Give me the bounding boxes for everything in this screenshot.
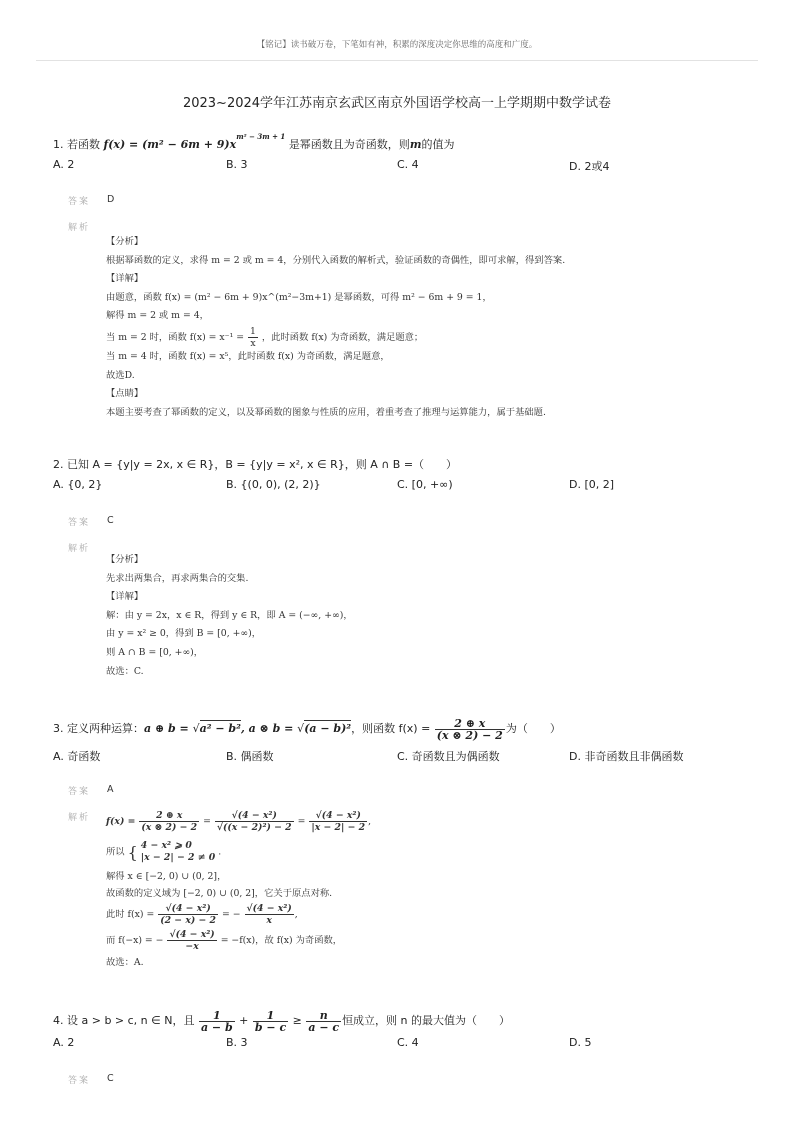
question-1-options — [53, 158, 753, 174]
header-divider — [36, 60, 758, 61]
q2-exp-line: 解：由 y = 2x，x ∈ R，得到 y ∈ R，即 A = (−∞, +∞)， — [106, 609, 353, 621]
q1-answer-label: 答案 — [68, 197, 91, 207]
q2-exp-line: 由 y = x² ≥ 0，得到 B = [0, +∞)， — [106, 628, 262, 640]
q2-option-c[interactable]: C. [0, +∞) — [397, 478, 453, 491]
q2-exp-line: 先求出两集合，再求两集合的交集. — [106, 572, 249, 584]
q3-exp-line: 解得 x ∈ [−2, 0) ∪ (0, 2]， — [106, 871, 227, 882]
q4-fraction-3: $\frac{n}{a - c}$ — [308, 1008, 340, 1034]
q1-suffix: 是幂函数且为奇函数，则 — [288, 138, 410, 151]
q3-option-b[interactable]: B. 偶函数 — [226, 750, 274, 763]
q1-fraction-1-over-x: $\frac{1}{x}$ — [250, 325, 256, 349]
q3-exp-line: 而 f(−x) = − $\frac{\text{√(4 − x²)}}{-x}$ = −f(x)，故 f(x) 为奇函数， — [106, 929, 343, 952]
q2-exp-line: 【详解】 — [106, 591, 144, 603]
q2-analysis-label: 解析 — [68, 544, 91, 554]
q2-exp-line: 则 A ∩ B = [0, +∞)， — [106, 646, 204, 658]
q1-end: 的值为 — [421, 138, 455, 151]
q2-option-a[interactable]: A. {0, 2} — [53, 478, 103, 491]
q2-explanation — [106, 551, 746, 681]
q2-answer-value: C — [107, 515, 114, 526]
q1-option-c[interactable]: C. 4 — [397, 158, 419, 171]
q1-exp-line: 由题意，函数 f(x) = (m² − 6m + 9)x^(m²−3m+1) 是幂函数，可得 m² − 6m + 9 = 1， — [106, 291, 492, 303]
q3-exp-line: f(x) = $\frac{2 \oplus x}{(x \otimes 2) - 2}$ = $\frac{\text{√(4 − x²)}}{\text{√((x − 2)²) − 2}}$ = $\frac{\text{√(4 − x²)}}{|x - 2| - 2}$ , — [106, 810, 372, 833]
q1-option-b[interactable]: B. 3 — [226, 158, 248, 171]
q1-formula: f(x) = (m² − 6m + 9)x — [103, 138, 237, 151]
q1-exp-line: 【详解】 — [106, 273, 144, 285]
q4-option-b[interactable]: B. 3 — [226, 1036, 248, 1049]
q1-exp-line: 当 m = 4 时，函数 f(x) = x⁵，此时函数 f(x) 为奇函数，满足题意， — [106, 350, 390, 362]
q3-analysis-label: 解析 — [68, 813, 91, 823]
question-2-stem: 2. 已知 A = {y|y = 2x, x ∈ R}，B = {y|y = x², x ∈ R}，则 A ∩ B =（ ） — [53, 458, 458, 471]
q4-option-d[interactable]: D. 5 — [569, 1036, 592, 1049]
q1-exp-line: 解得 m = 2 或 m = 4， — [106, 310, 209, 322]
question-4-stem: 4. 设 a > b > c, n ∈ N，且 $\frac{1}{a - b}$ + $\frac{1}{b - c}$ ≥ $\frac{n}{a - c}$ 恒成立，则 n 的最大值为（ ） — [53, 1008, 511, 1034]
q4-answer-value: C — [107, 1073, 114, 1084]
q3-exp-line: 故选：A. — [106, 957, 144, 968]
q3-exp-line: 故函数的定义域为 [−2, 0) ∪ (0, 2]，它关于原点对称. — [106, 888, 333, 899]
q1-answer-value: D — [107, 194, 115, 205]
q4-fraction-2: $\frac{1}{b - c}$ — [254, 1008, 287, 1034]
question-1-stem — [53, 132, 455, 152]
q4-answer-label: 答案 — [68, 1076, 91, 1086]
q1-exp-line: 【分析】 — [106, 236, 144, 247]
question-4-options — [53, 1036, 753, 1052]
page-title: 2023~2024学年江苏南京玄武区南京外国语学校高一上学期期中数学试卷 — [182, 96, 612, 111]
q3-function-fraction: $\frac{2 \oplus x}{(x \otimes 2) - 2}$ — [436, 716, 503, 742]
q4-option-a[interactable]: A. 2 — [53, 1036, 75, 1049]
q1-exp-line: 故选D. — [106, 369, 135, 381]
q1-option-a[interactable]: A. 2 — [53, 158, 75, 171]
header-motto: 【铭记】读书破万卷，下笔如有神，积累的深度决定你思维的高度和广度。 — [256, 40, 538, 50]
q3-answer-value: A — [107, 784, 114, 795]
q2-answer-label: 答案 — [68, 518, 91, 528]
q1-explanation — [106, 233, 746, 422]
q3-prefix: 3. 定义两种运算： — [53, 722, 144, 735]
q1-prefix: 1. 若函数 — [53, 138, 100, 151]
q2-exp-line: 【分析】 — [106, 554, 144, 565]
q1-exp-line: 根据幂函数的定义，求得 m = 2 或 m = 4，分别代入函数的解析式，验证函数的奇偶性，即可求解，得到答案. — [106, 254, 566, 266]
q3-option-a[interactable]: A. 奇函数 — [53, 750, 101, 763]
q1-exponent: m² − 3m + 1 — [236, 132, 286, 142]
q3-exp-line: 此时 f(x) = $\frac{\text{√(4 − x²)}}{(2 - x) - 2}$ = − $\frac{\text{√(4 − x²)}}{x}$ , — [106, 903, 298, 926]
q2-option-b[interactable]: B. {(0, 0), (2, 2)} — [226, 478, 321, 491]
q1-exp-line: 当 m = 2 时，函数 f(x) = x⁻¹ = $\frac{1}{x}$ ，此时函数 f(x) 为奇函数，满足题意； — [106, 325, 424, 349]
q2-option-d[interactable]: D. [0, 2] — [569, 478, 615, 491]
question-2-options — [53, 478, 753, 494]
question-3-options — [53, 748, 753, 764]
q1-option-d[interactable]: D. 2或4 — [569, 160, 610, 173]
q2-exp-line: 故选：C. — [106, 665, 144, 677]
q3-explanation — [106, 804, 746, 971]
q1-exp-line: 本题主要考查了幂函数的定义，以及幂函数的图象与性质的应用，着重考查了推理与运算能力，属于基础题. — [106, 406, 546, 418]
q3-answer-label: 答案 — [68, 787, 91, 797]
q4-fraction-1: $\frac{1}{a - b}$ — [200, 1008, 233, 1034]
q1-var: m — [409, 138, 422, 151]
q4-option-c[interactable]: C. 4 — [397, 1036, 419, 1049]
q3-exp-line: 所以 { 4 − x² ⩾ 0 |x − 2| − 2 ≠ 0 . — [106, 840, 222, 863]
q1-exp-line: 【点睛】 — [106, 388, 144, 400]
question-3-stem: 3. 定义两种运算：a ⊕ b = √a² − b², a ⊗ b = √(a − b)²，则函数 f(x) = $\frac{2 \oplus x}{(x \otimes 2) - 2}$ 为（ ） — [53, 716, 561, 742]
q3-option-c[interactable]: C. 奇函数且为偶函数 — [397, 750, 500, 763]
q1-analysis-label: 解析 — [68, 223, 91, 233]
q3-option-d[interactable]: D. 非奇函数且非偶函数 — [569, 750, 684, 763]
